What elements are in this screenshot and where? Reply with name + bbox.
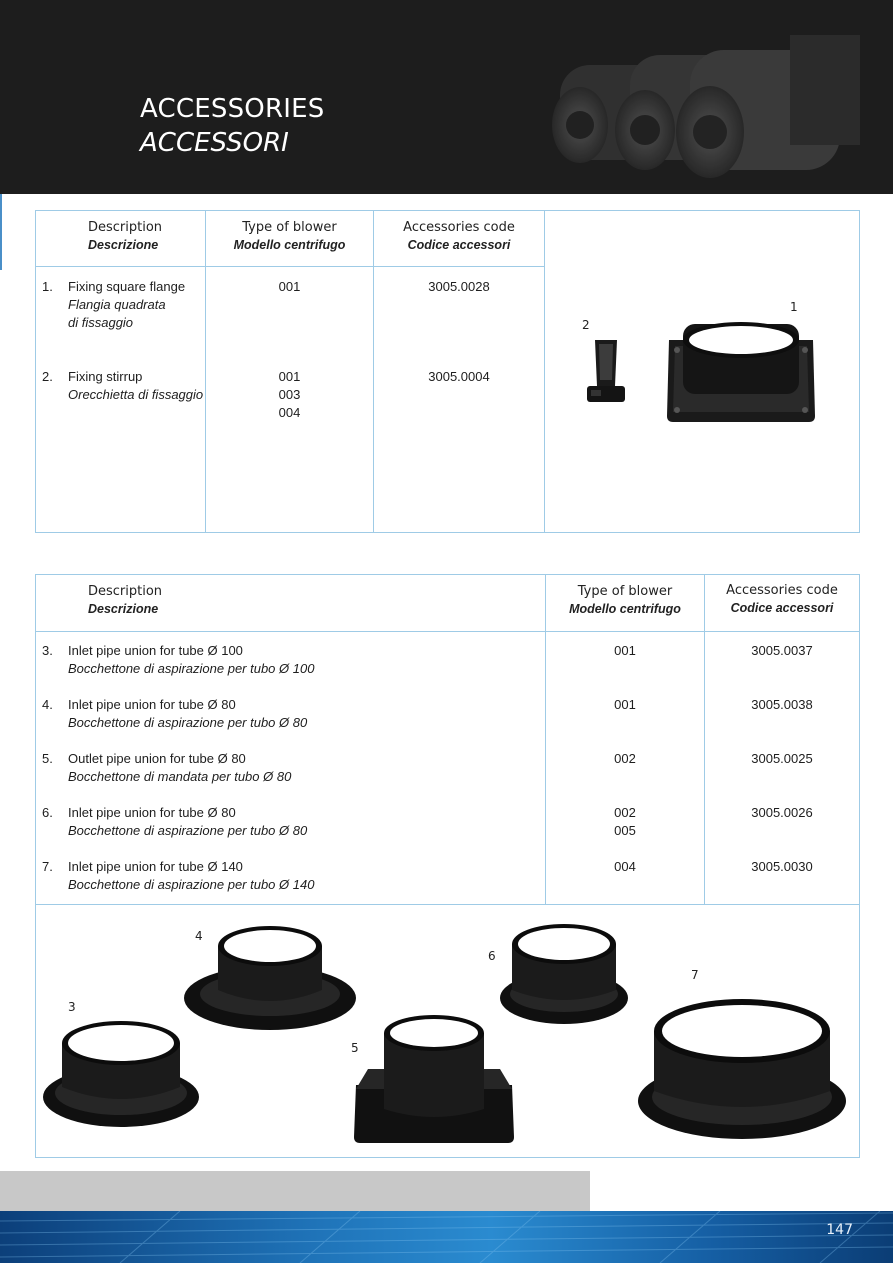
label-5: 5 [351, 1041, 359, 1055]
label-1: 1 [790, 300, 798, 314]
label-4: 4 [195, 929, 203, 943]
code-column-2: 3005.0037 3005.0038 3005.0025 3005.0026 3005.0030 [705, 632, 860, 905]
edge-marker [0, 194, 2, 270]
pipe-union-5-image [348, 1013, 520, 1145]
pipe-union-7-image [636, 991, 848, 1141]
pipe-union-3-image [40, 1013, 202, 1131]
header-code-2: Accessories code Codice accessori [705, 575, 860, 632]
description-column-2 [36, 632, 546, 905]
blower-photo [520, 20, 893, 194]
code-column: 3005.0028 3005.0004 [374, 267, 545, 533]
footer-pattern [0, 1211, 893, 1263]
header-code: Accessories code Codice accessori [374, 211, 545, 267]
page-subtitle: ACCESSORI [140, 128, 289, 158]
page-title: ACCESSORIES [140, 94, 325, 124]
square-flange-image [663, 316, 819, 426]
item-1-description: 1. Fixing square flange Flangia quadrata di fissaggio [42, 279, 186, 330]
label-6: 6 [488, 949, 496, 963]
label-7: 7 [691, 968, 699, 982]
product-image-cell [545, 211, 860, 533]
pipe-union-6-image [498, 920, 630, 1032]
blower-column-2: 001 001 002 002 005 004 [546, 632, 705, 905]
footer-gray-band [0, 1171, 590, 1211]
pipe-union-4-image [182, 920, 358, 1032]
item-4-description: 4. Inlet pipe union for tube Ø 80 Bocchettone di aspirazione per tubo Ø 80 [42, 697, 308, 730]
page-number: 147 [826, 1222, 853, 1238]
accessories-table-2 [35, 574, 860, 1158]
pipe-unions-image-cell [36, 905, 860, 1158]
header-description-2: Description Descrizione [36, 575, 546, 632]
blower-column: 001 001 003 004 [206, 267, 374, 533]
header-blower: Type of blower Modello centrifugo [206, 211, 374, 267]
item-2-description: 2. Fixing stirrup Orecchietta di fissaggio [42, 369, 204, 402]
label-2: 2 [582, 318, 590, 332]
header-blower-2: Type of blower Modello centrifugo [546, 575, 705, 632]
page-header [0, 0, 893, 194]
item-3-description: 3. Inlet pipe union for tube Ø 100 Bocchettone di aspirazione per tubo Ø 100 [42, 643, 315, 676]
item-5-description: 5. Outlet pipe union for tube Ø 80 Bocchettone di mandata per tubo Ø 80 [42, 751, 292, 784]
item-7-description: 7. Inlet pipe union for tube Ø 140 Bocchettone di aspirazione per tubo Ø 140 [42, 859, 315, 892]
fixing-stirrup-image [583, 336, 629, 408]
footer-band [0, 1211, 893, 1263]
accessories-table-1 [35, 210, 860, 533]
label-3: 3 [68, 1000, 76, 1014]
description-column [36, 267, 206, 533]
header-description: Description Descrizione [36, 211, 206, 267]
item-6-description: 6. Inlet pipe union for tube Ø 80 Bocchettone di aspirazione per tubo Ø 80 [42, 805, 308, 838]
